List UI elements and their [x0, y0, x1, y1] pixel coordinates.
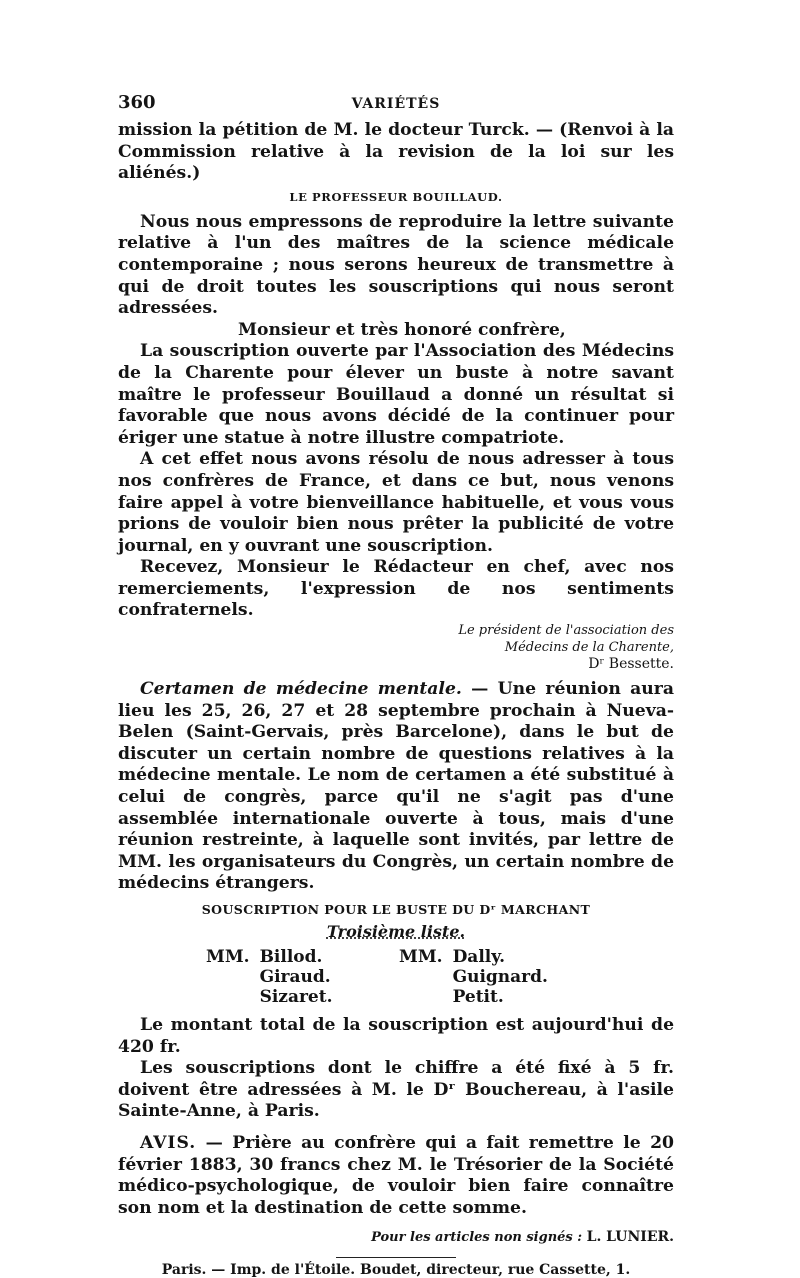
letter-signature — [118, 622, 674, 673]
mm-label-right: MM. — [399, 947, 443, 967]
subscriber-name: Giraud. — [259, 967, 331, 987]
avis-text: — Prière au confrère qui a fait remettre le 20 février 1883, 30 francs chez M. le Trésorier de la Société médico-psychologique, de vouloir bien faire connaître son nom et la destination de cette somme. — [118, 1132, 674, 1218]
letter-paragraph-3: Recevez, Monsieur le Rédacteur en chef, avec nos remerciements, l'expression de nos sentiments confraternels. — [118, 557, 674, 621]
running-header — [118, 92, 674, 120]
subscriber-name: Billod. — [259, 947, 323, 967]
subscription-total: Le montant total de la souscription est aujourd'hui de 420 fr. — [118, 1015, 674, 1057]
printer-imprint: Paris. — Imp. de l'Étoile. Boudet, directeur, rue Cassette, 1. — [161, 1262, 631, 1278]
letter-salutation: Monsieur et très honoré confrère, — [238, 319, 566, 340]
subscription-heading: SOUSCRIPTION POUR LE BUSTE DU Dʳ MARCHANT — [201, 902, 591, 917]
page-number: 360 — [118, 92, 156, 113]
avis-paragraph — [118, 1133, 674, 1219]
signature-title-2: Médecins de la Charente, — [504, 640, 674, 656]
subscriber-name: Dally. — [452, 947, 506, 967]
subscriber-list — [206, 947, 586, 1007]
divider — [336, 1257, 456, 1258]
signature-name: Dʳ Bessette. — [588, 656, 674, 673]
certamen-lead: Certamen de médecine mentale. — [140, 679, 462, 700]
mm-label-left: MM. — [206, 947, 250, 967]
editor-note: Pour les articles non signés : — [371, 1230, 587, 1246]
running-title: VARIÉTÉS — [351, 96, 441, 112]
letter-paragraph-2: A cet effet nous avons résolu de nous adresser à tous nos confrères de France, et dans ce but, nous venons faire appel à votre bienveillance habituelle, et vous vous prions de vouloir bien nous prêter la publicité de votre journal, en y ouvrant une souscription. — [118, 449, 674, 556]
subscription-address: Les souscriptions dont le chiffre a été fixé à 5 fr. doivent être adressées à M. le Dʳ Bouchereau, à l'asile Sainte-Anne, à Paris. — [118, 1058, 674, 1122]
editor-name: L. LUNIER. — [586, 1229, 674, 1246]
intro-paragraph: mission la pétition de M. le docteur Turck. — (Renvoi à la Commission relative à la revision de la loi sur les aliénés.) — [118, 120, 674, 184]
letter-paragraph-1: La souscription ouverte par l'Association des Médecins de la Charente pour élever un buste à notre savant maître le professeur Bouillaud a donné un résultat si favorable que nous avons décidé de la continuer pour ériger une statue à notre illustre compatriote. — [118, 341, 674, 448]
editor-signature — [118, 1229, 674, 1245]
subscriber-name: Sizaret. — [259, 987, 333, 1007]
certamen-paragraph — [118, 679, 674, 895]
subscriber-name: Petit. — [452, 987, 504, 1007]
certamen-text: — Une réunion aura lieu les 25, 26, 27 et 28 septembre prochain à Nueva-Belen (Saint-Gervais, près Barcelone), dans le but de discuter un certain nombre de questions relatives à la médecine mentale. Le nom de certamen a été substitué à celui de congrès, parce qu'il ne s'agit pas d'une assemblée internationale ouverte à tous, mais d'une réunion restreinte, à laquelle sont invités, par lettre de MM. les organisateurs du Congrès, un certain nombre de médecins étrangers. — [118, 679, 674, 894]
subscriber-name: Guignard. — [452, 967, 548, 987]
subscription-subtitle: Troisième liste. — [326, 922, 466, 941]
bouillaud-heading: LE PROFESSEUR BOUILLAUD. — [289, 189, 503, 204]
bouillaud-intro: Nous nous empressons de reproduire la lettre suivante relative à l'un des maîtres de la science médicale contemporaine ; nous serons heureux de transmettre à qui de droit toutes les souscriptions qui nous seront adressées. — [118, 211, 674, 319]
avis-lead: AVIS. — [140, 1132, 197, 1153]
signature-title-1: Le président de l'association des — [458, 623, 674, 639]
page — [118, 92, 674, 1278]
